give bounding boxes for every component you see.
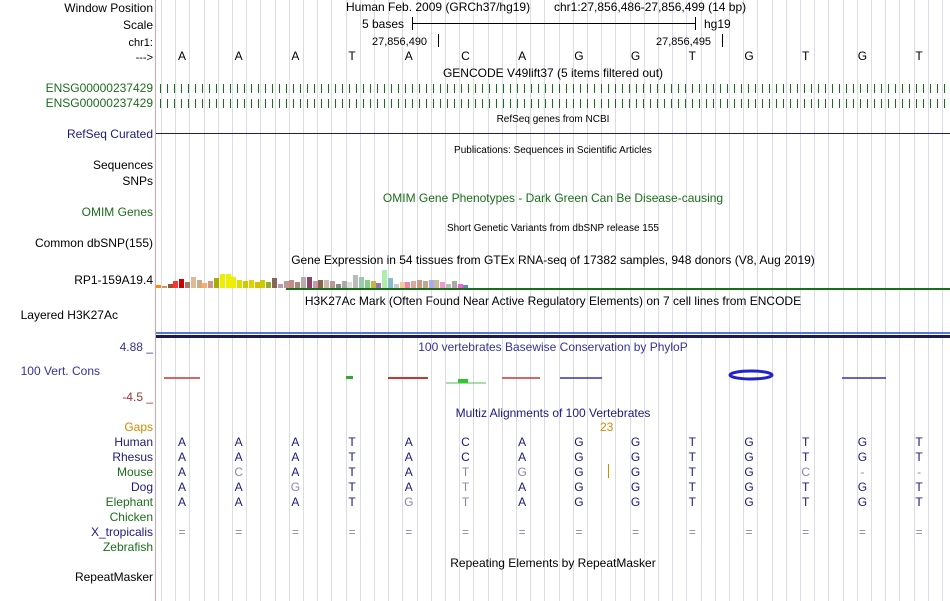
cons-segment bbox=[458, 379, 468, 383]
dog-aligned-base: T bbox=[688, 480, 696, 494]
rhesus-aligned-base: A bbox=[234, 450, 243, 464]
xtrop-aligned-base: = bbox=[632, 525, 640, 539]
dog-aligned-base: A bbox=[404, 480, 413, 494]
reference-base: G bbox=[574, 49, 584, 63]
dog-aligned-base: A bbox=[177, 480, 186, 494]
reference-base: G bbox=[630, 49, 641, 63]
gtex-tissue-bar[interactable] bbox=[278, 284, 283, 288]
refseq-track-title: RefSeq genes from NCBI bbox=[496, 114, 610, 125]
gtex-tissue-bar[interactable] bbox=[313, 281, 318, 288]
snps-track-label[interactable]: SNPs bbox=[122, 174, 153, 188]
mouse-aligned-base: T bbox=[688, 465, 696, 479]
elephant-aligned-base: T bbox=[802, 495, 810, 509]
reference-base: G bbox=[857, 49, 868, 63]
dog-aligned-base: G bbox=[574, 480, 584, 494]
dog-aligned-base: T bbox=[802, 480, 810, 494]
mouse-aligned-base: C bbox=[801, 465, 811, 479]
gtex-tissue-bar[interactable] bbox=[307, 277, 312, 288]
human-aligned-base: G bbox=[857, 435, 868, 449]
elephant-aligned-base: G bbox=[857, 495, 868, 509]
dog-aligned-base: G bbox=[290, 480, 301, 494]
human-aligned-base: G bbox=[744, 435, 754, 449]
conservation-plot[interactable] bbox=[156, 364, 950, 388]
gtex-tissue-bar[interactable] bbox=[272, 278, 277, 288]
gtex-tissue-bar[interactable] bbox=[452, 281, 457, 288]
xtrop-aligned-base: = bbox=[802, 525, 810, 539]
gtex-tissue-bar[interactable] bbox=[266, 282, 271, 288]
gtex-tissue-bar[interactable] bbox=[202, 283, 207, 288]
cons-peak bbox=[730, 371, 772, 379]
track-panel[interactable] bbox=[156, 0, 950, 601]
human-aligned-base: C bbox=[461, 435, 470, 449]
reference-base: T bbox=[915, 49, 923, 63]
gtex-tissue-bar[interactable] bbox=[208, 281, 213, 288]
rhesus-aligned-base: G bbox=[857, 450, 868, 464]
gtex-tissue-bar[interactable] bbox=[388, 278, 393, 288]
dog-aligned-base: T bbox=[348, 480, 356, 494]
reference-base: A bbox=[234, 49, 243, 63]
gtex-tissue-bar[interactable] bbox=[429, 280, 434, 288]
reference-base: A bbox=[291, 49, 300, 63]
rhesus-aligned-base: G bbox=[630, 450, 641, 464]
cons-segment bbox=[346, 376, 353, 379]
elephant-aligned-base: G bbox=[630, 495, 641, 509]
sequences-track-label[interactable]: Sequences bbox=[92, 158, 153, 172]
species-xtropicalis-label: X_tropicalis bbox=[90, 525, 153, 539]
reference-base: T bbox=[348, 49, 356, 63]
gaps-label: Gaps bbox=[124, 420, 153, 434]
track-labels bbox=[0, 0, 155, 601]
cons-track-label[interactable]: 100 Vert. Cons bbox=[20, 364, 100, 378]
human-aligned-base: T bbox=[348, 435, 356, 449]
mouse-aligned-base: T bbox=[461, 465, 470, 479]
gtex-tissue-bar[interactable] bbox=[371, 281, 376, 288]
gtex-tissue-bar[interactable] bbox=[162, 286, 167, 288]
coordinate-tick-mark-1 bbox=[438, 34, 439, 47]
scale-label: Scale bbox=[122, 18, 153, 32]
elephant-aligned-base: A bbox=[234, 495, 243, 509]
gtex-tissue-bar[interactable] bbox=[179, 279, 184, 288]
elephant-aligned-base: A bbox=[291, 495, 300, 509]
gtex-bar-chart[interactable] bbox=[156, 268, 950, 288]
rhesus-aligned-base: T bbox=[688, 450, 696, 464]
reference-base: G bbox=[744, 49, 754, 63]
dbsnp-track-title: Short Genetic Variants from dbSNP release 155 bbox=[447, 223, 659, 234]
gtex-tissue-bar[interactable] bbox=[220, 274, 225, 288]
coordinate-tick-2: 27,856,495 bbox=[656, 36, 712, 48]
h3k27ac-baseline bbox=[156, 335, 950, 338]
rhesus-aligned-base: A bbox=[177, 450, 186, 464]
gtex-tissue-bar[interactable] bbox=[226, 274, 231, 288]
dog-aligned-base: G bbox=[630, 480, 641, 494]
human-aligned-base: A bbox=[404, 435, 413, 449]
species-chicken-label: Chicken bbox=[109, 510, 153, 524]
omim-track-title: OMIM Gene Phenotypes - Dark Green Can Be Disease-causing bbox=[382, 191, 724, 205]
scale-bar bbox=[412, 23, 696, 24]
gtex-tissue-bar[interactable] bbox=[185, 282, 190, 288]
gtex-tissue-bar[interactable] bbox=[260, 280, 265, 288]
mouse-aligned-base: T bbox=[348, 465, 356, 479]
strand-arrow-label: ---> bbox=[135, 52, 153, 64]
assembly-title: Human Feb. 2009 (GRCh37/hg19) bbox=[346, 0, 531, 14]
gtex-tissue-bar[interactable] bbox=[411, 281, 416, 288]
rhesus-aligned-base: G bbox=[574, 450, 584, 464]
human-aligned-base: T bbox=[802, 435, 810, 449]
gtex-tissue-bar[interactable] bbox=[284, 281, 289, 288]
species-zebrafish-label: Zebrafish bbox=[102, 540, 153, 554]
xtrop-aligned-base: = bbox=[461, 525, 469, 539]
chr-label: chr1: bbox=[128, 37, 153, 49]
gtex-tissue-bar[interactable] bbox=[255, 282, 260, 288]
species-human-label: Human bbox=[114, 435, 153, 449]
gtex-tissue-bar[interactable] bbox=[423, 281, 428, 288]
cons-min-label: -4.5 _ bbox=[122, 390, 153, 404]
gtex-tissue-bar[interactable] bbox=[342, 281, 347, 288]
mouse-aligned-base: G bbox=[517, 465, 527, 479]
gtex-gene-label[interactable]: RP1-159A19.4 bbox=[74, 273, 153, 287]
gene-feature-1[interactable] bbox=[156, 84, 950, 93]
gtex-tissue-bar[interactable] bbox=[214, 278, 219, 288]
reference-base: A bbox=[404, 49, 413, 63]
dog-aligned-base: A bbox=[518, 480, 527, 494]
xtrop-aligned-base: = bbox=[348, 525, 356, 539]
human-aligned-base: A bbox=[518, 435, 527, 449]
reference-base: C bbox=[461, 49, 470, 63]
gtex-tissue-bar[interactable] bbox=[434, 280, 439, 288]
human-aligned-base: A bbox=[291, 435, 300, 449]
elephant-aligned-base: A bbox=[177, 495, 186, 509]
rhesus-aligned-base: T bbox=[802, 450, 810, 464]
elephant-aligned-base: G bbox=[404, 495, 414, 509]
gtex-tissue-bar[interactable] bbox=[168, 284, 173, 288]
xtrop-aligned-base: = bbox=[235, 525, 243, 539]
refseq-feature[interactable] bbox=[156, 133, 950, 134]
gene-label-1[interactable]: ENSG00000237429 bbox=[45, 81, 153, 95]
mouse-aligned-base: A bbox=[404, 465, 413, 479]
gtex-tissue-bar[interactable] bbox=[330, 281, 335, 288]
h3k27ac-track-label[interactable]: Layered H3K27Ac bbox=[20, 308, 118, 322]
gtex-tissue-bar[interactable] bbox=[353, 275, 358, 288]
rhesus-aligned-base: A bbox=[518, 450, 527, 464]
mouse-aligned-base: G bbox=[574, 465, 584, 479]
scale-text: 5 bases bbox=[362, 17, 405, 31]
xtrop-aligned-base: = bbox=[688, 525, 696, 539]
human-aligned-base: A bbox=[177, 435, 186, 449]
db-label: hg19 bbox=[704, 17, 731, 31]
gtex-tissue-bar[interactable] bbox=[156, 285, 161, 288]
human-aligned-base: G bbox=[574, 435, 584, 449]
rhesus-aligned-base: A bbox=[291, 450, 300, 464]
mouse-aligned-base: A bbox=[291, 465, 300, 479]
dbsnp-track-label[interactable]: Common dbSNP(155) bbox=[34, 236, 153, 250]
gtex-tissue-bar[interactable] bbox=[324, 280, 329, 288]
mouse-aligned-base: G bbox=[630, 465, 641, 479]
xtrop-aligned-base: = bbox=[575, 525, 583, 539]
dog-aligned-base: G bbox=[744, 480, 754, 494]
gtex-gene-line bbox=[286, 288, 950, 290]
gap-marker bbox=[608, 464, 609, 478]
cons-track-title: 100 vertebrates Basewise Conservation by PhyloP bbox=[418, 340, 688, 354]
window-position-label: Window Position bbox=[64, 1, 153, 15]
gtex-tissue-bar[interactable] bbox=[289, 280, 294, 288]
species-dog-label: Dog bbox=[130, 480, 153, 494]
h3k27ac-signal-line bbox=[156, 332, 950, 334]
gtex-tissue-bar[interactable] bbox=[359, 277, 364, 288]
gene-feature-2[interactable] bbox=[156, 99, 950, 108]
elephant-aligned-base: T bbox=[461, 495, 470, 509]
species-mouse-label: Mouse bbox=[116, 465, 153, 479]
dog-aligned-base: T bbox=[915, 480, 923, 494]
publications-track-title: Publications: Sequences in Scientific Articles bbox=[454, 145, 652, 156]
gtex-tissue-bar[interactable] bbox=[365, 280, 370, 288]
reference-base: A bbox=[518, 49, 527, 63]
human-aligned-base: G bbox=[630, 435, 641, 449]
xtrop-aligned-base: = bbox=[405, 525, 413, 539]
repeatmasker-track-label[interactable]: RepeatMasker bbox=[74, 570, 153, 584]
gencode-track-title: GENCODE V49lift37 (5 items filtered out) bbox=[442, 66, 664, 80]
multiz-track-title: Multiz Alignments of 100 Vertebrates bbox=[455, 406, 651, 420]
mouse-aligned-base: G bbox=[744, 465, 754, 479]
elephant-aligned-base: G bbox=[574, 495, 584, 509]
gtex-tissue-bar[interactable] bbox=[417, 280, 422, 288]
human-aligned-base: T bbox=[688, 435, 696, 449]
rhesus-aligned-base: A bbox=[404, 450, 413, 464]
xtrop-aligned-base: = bbox=[915, 525, 923, 539]
human-aligned-base: A bbox=[234, 435, 243, 449]
coordinate-tick-mark-2 bbox=[722, 34, 723, 47]
gene-label-2[interactable]: ENSG00000237429 bbox=[45, 96, 153, 110]
reference-base: T bbox=[802, 49, 810, 63]
species-elephant-label: Elephant bbox=[105, 495, 153, 509]
xtrop-aligned-base: = bbox=[858, 525, 866, 539]
scale-bar-right-tick bbox=[695, 17, 696, 30]
dog-aligned-base: G bbox=[857, 480, 868, 494]
gtex-track-title: Gene Expression in 54 tissues from GTEx RNA-seq of 17382 samples, 948 donors (V8, Aug 2019) bbox=[291, 253, 815, 267]
gtex-tissue-bar[interactable] bbox=[382, 270, 387, 288]
rhesus-aligned-base: G bbox=[744, 450, 754, 464]
mouse-aligned-base: C bbox=[234, 465, 244, 479]
xtrop-aligned-base: = bbox=[178, 525, 186, 539]
gtex-tissue-bar[interactable] bbox=[318, 280, 323, 288]
gap-count: 23 bbox=[600, 420, 614, 434]
coordinate-tick-1: 27,856,490 bbox=[372, 36, 428, 48]
h3k27ac-track-title: H3K27Ac Mark (Often Found Near Active Regulatory Elements) on 7 cell lines from ENCODE bbox=[304, 294, 802, 308]
species-rhesus-label: Rhesus bbox=[112, 450, 153, 464]
mouse-aligned-base: - bbox=[917, 465, 922, 479]
dog-aligned-base: A bbox=[234, 480, 243, 494]
mouse-aligned-base: A bbox=[177, 465, 186, 479]
cons-max-label: 4.88 _ bbox=[119, 340, 153, 354]
elephant-aligned-base: T bbox=[688, 495, 696, 509]
gtex-tissue-bar[interactable] bbox=[237, 280, 242, 288]
reference-base: T bbox=[688, 49, 696, 63]
gtex-tissue-bar[interactable] bbox=[243, 281, 248, 288]
gtex-tissue-bar[interactable] bbox=[301, 277, 306, 288]
gtex-tissue-bar[interactable] bbox=[249, 280, 254, 288]
gtex-tissue-bar[interactable] bbox=[231, 277, 236, 288]
rhesus-aligned-base: T bbox=[915, 450, 923, 464]
scale-bar-left-tick bbox=[412, 17, 413, 30]
reference-base: A bbox=[177, 49, 186, 63]
xtrop-aligned-base: = bbox=[518, 525, 526, 539]
rhesus-aligned-base: C bbox=[461, 450, 470, 464]
rhesus-aligned-base: T bbox=[348, 450, 356, 464]
gtex-tissue-bar[interactable] bbox=[197, 280, 202, 288]
xtrop-aligned-base: = bbox=[291, 525, 299, 539]
elephant-aligned-base: T bbox=[348, 495, 356, 509]
repeatmasker-track-title: Repeating Elements by RepeatMasker bbox=[450, 556, 656, 570]
human-aligned-base: T bbox=[915, 435, 923, 449]
omim-track-label[interactable]: OMIM Genes bbox=[81, 205, 153, 219]
elephant-aligned-base: G bbox=[744, 495, 754, 509]
elephant-aligned-base: T bbox=[915, 495, 923, 509]
gtex-tissue-bar[interactable] bbox=[191, 277, 196, 288]
xtrop-aligned-base: = bbox=[745, 525, 753, 539]
dog-aligned-base: T bbox=[461, 480, 470, 494]
gtex-tissue-bar[interactable] bbox=[173, 281, 178, 288]
elephant-aligned-base: A bbox=[518, 495, 527, 509]
mouse-aligned-base: - bbox=[860, 465, 865, 479]
position-readout: chr1:27,856,486-27,856,499 (14 bp) bbox=[554, 0, 747, 14]
refseq-track-label[interactable]: RefSeq Curated bbox=[66, 127, 153, 141]
